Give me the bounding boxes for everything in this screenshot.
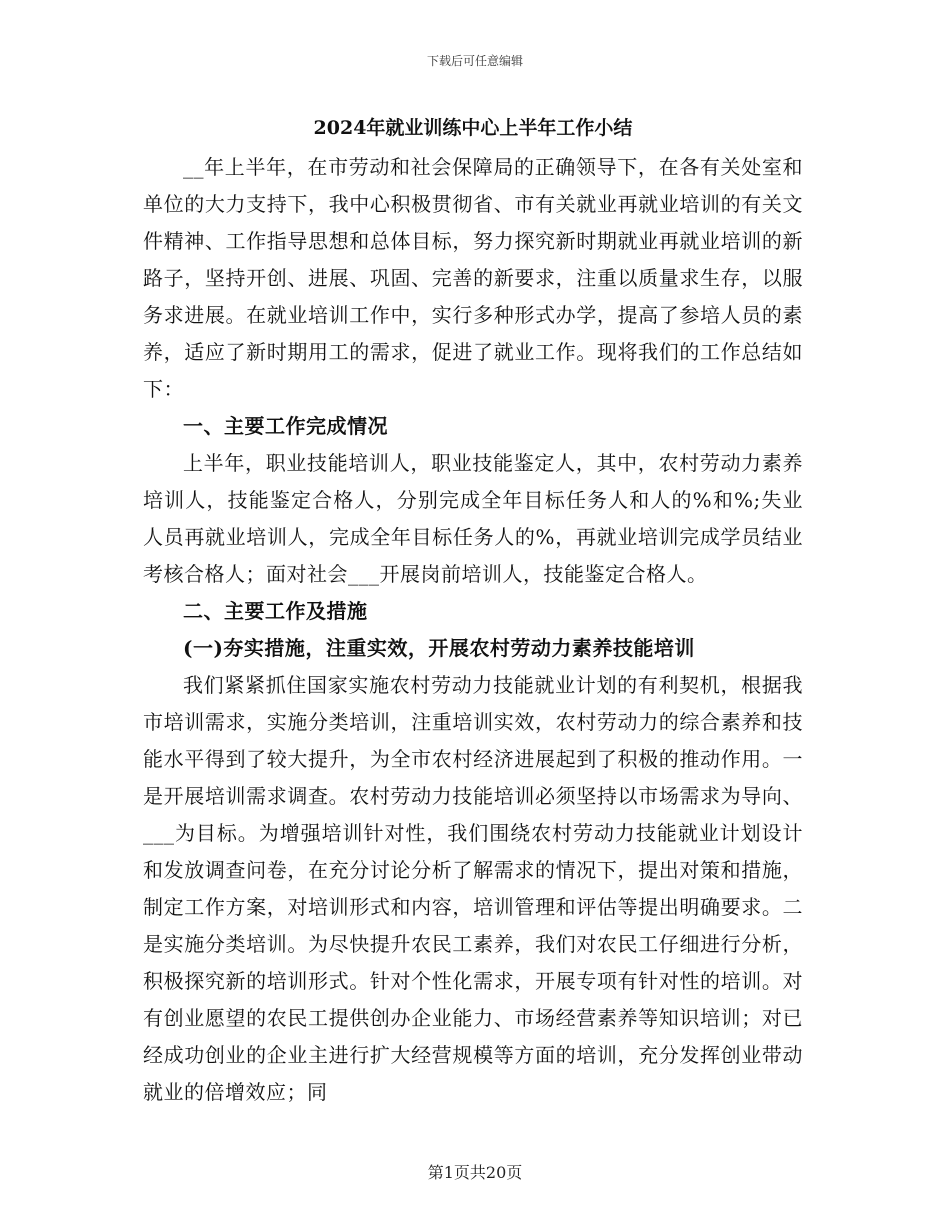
document-body (143, 113, 803, 1111)
subsection-1-heading: (一)夯实措施，注重实效，开展农村劳动力素养技能培训 (183, 636, 695, 660)
page-footer: 第1页共20页 (427, 1163, 523, 1182)
intro-paragraph: __年上半年，在市劳动和社会保障局的正确领导下，在各有关处室和单位的大力支持下，我中心积极贯彻省、市有关就业再就业培训的有关文件精神、工作指导思想和总体目标，努力探究新时期就业再就业培训的新路子，坚持开创、进展、巩固、完善的新要求，注重以质量求生存，以服务求进展。在就业培训工作中，实行多种形式办学，提高了参培人员的素养，适应了新时期用工的需求，促进了就业工作。现将我们的工作总结如下： (143, 155, 803, 401)
section-2-heading: 二、主要工作及措施 (183, 599, 368, 623)
header-note: 下载后可任意编辑 (426, 54, 523, 68)
section-1-heading: 一、主要工作完成情况 (183, 414, 388, 438)
section-1-paragraph: 上半年，职业技能培训人，职业技能鉴定人，其中，农村劳动力素养培训人，技能鉴定合格人，分别完成全年目标任务人和人的%和%;失业人员再就业培训人，完成全年目标任务人的%，再就业培训完成学员结业考核合格人；面对社会___开展岗前培训人，技能鉴定合格人。 (143, 451, 803, 586)
document-title: 2024年就业训练中心上半年工作小结 (313, 117, 633, 139)
subsection-1-paragraph: 我们紧紧抓住国家实施农村劳动力技能就业计划的有利契机，根据我市培训需求，实施分类培训，注重培训实效，农村劳动力的综合素养和技能水平得到了较大提升，为全市农村经济进展起到了积极的推动作用。一是开展培训需求调查。农村劳动力技能培训必须坚持以市场需求为导向、___为目标。为增强培训针对性，我们围绕农村劳动力技能就业计划设计和发放调查问卷，在充分讨论分析了解需求的情况下，提出对策和措施，制定工作方案，对培训形式和内容，培训管理和评估等提出明确要求。二是实施分类培训。为尽快提升农民工素养，我们对农民工仔细进行分析，积极探究新的培训形式。针对个性化需求，开展专项有针对性的培训。对有创业愿望的农民工提供创办企业能力、市场经营素养等知识培训；对已经成功创业的企业主进行扩大经营规模等方面的培训，充分发挥创业带动就业的倍增效应；同 (143, 673, 803, 1104)
